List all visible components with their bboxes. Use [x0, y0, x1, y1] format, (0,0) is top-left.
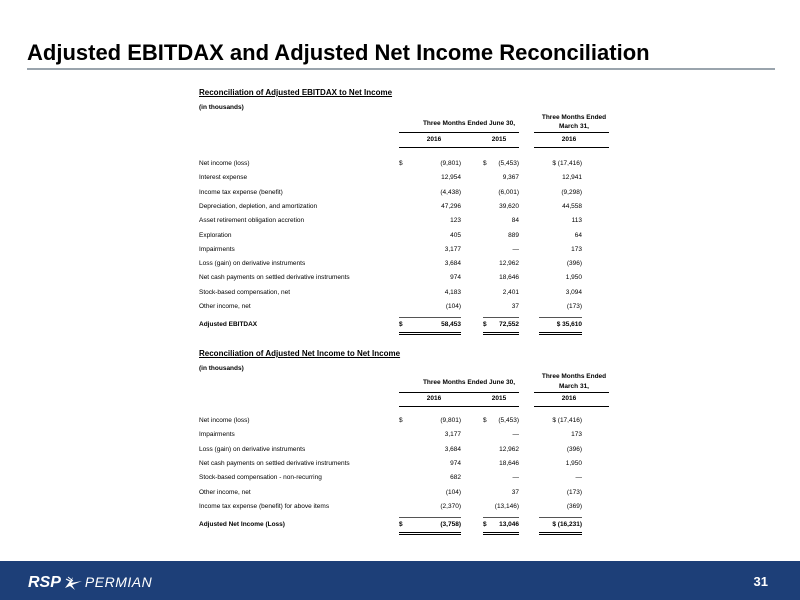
- row-label: Adjusted Net Income (Loss): [199, 521, 285, 529]
- value-q2-2015: 2,401: [502, 288, 519, 296]
- value-q1-2016: (396): [566, 445, 582, 453]
- table-row: [199, 230, 609, 242]
- value-q2-2016: 682: [450, 474, 461, 482]
- table-row: [199, 244, 609, 256]
- value-q2-2015: 12,962: [499, 260, 519, 268]
- subtotal-rule: [539, 517, 582, 518]
- value-q1-2016: 173: [571, 431, 582, 439]
- value-q2-2015: (6,001): [498, 188, 519, 196]
- table-subheading: (in thousands): [199, 365, 244, 372]
- value-q1-2016: 64: [574, 231, 582, 239]
- table-row: [199, 201, 609, 213]
- row-label: Asset retirement obligation accretion: [199, 217, 305, 225]
- subtotal-rule: [399, 317, 461, 318]
- table-heading: Reconciliation of Adjusted EBITDAX to Net Income: [199, 88, 393, 97]
- value-q2-2015: (13,146): [494, 502, 519, 510]
- value-q2-2015: 12,962: [499, 445, 519, 453]
- row-label: Other income, net: [199, 488, 251, 496]
- value-q2-2016: 3,684: [444, 260, 461, 268]
- total-double-rule: [399, 334, 461, 335]
- subtotal-rule: [483, 317, 519, 318]
- value-q2-2015: 889: [508, 231, 519, 239]
- logo-rsp-text: RSP: [28, 574, 61, 591]
- value-q2-2016: 405: [450, 231, 461, 239]
- currency-symbol: $: [483, 321, 487, 329]
- table-subheading: (in thousands): [199, 104, 244, 111]
- row-label: Depreciation, depletion, and amortization: [199, 202, 318, 210]
- currency-symbol: $: [399, 521, 403, 529]
- table-row: [199, 458, 609, 470]
- column-group-header-q1-line1: Three Months Ended: [541, 114, 607, 121]
- ebitdax-reconciliation-table: [199, 88, 609, 338]
- value-q1-2016: 44,558: [562, 202, 582, 210]
- currency-symbol: $: [399, 160, 403, 167]
- value-q2-2016: (3,758): [440, 521, 461, 529]
- total-double-rule: [539, 334, 582, 335]
- table-row: [199, 472, 609, 484]
- column-header-q1-2016: 2016: [561, 136, 577, 143]
- row-label: Other income, net: [199, 303, 251, 310]
- value-q2-2016: 58,453: [441, 321, 461, 329]
- row-label: Impairments: [199, 431, 235, 439]
- row-label: Impairments: [199, 245, 235, 253]
- page-number: 31: [753, 574, 768, 589]
- table-row: [199, 429, 609, 441]
- table-heading: Reconciliation of Adjusted Net Income to Net Income: [199, 349, 401, 358]
- total-double-rule: [539, 532, 582, 533]
- value-q2-2015: 84: [511, 217, 519, 225]
- row-label: Net cash payments on settled derivative instruments: [199, 459, 350, 467]
- total-row: [199, 319, 609, 331]
- header-underline: [399, 132, 519, 133]
- value-q2-2016: (104): [445, 488, 461, 496]
- total-row: [199, 519, 609, 531]
- currency-symbol: $: [483, 417, 487, 424]
- net-income-reconciliation-table: [199, 349, 609, 549]
- header-underline: [534, 392, 609, 393]
- value-q2-2016: 47,296: [441, 202, 461, 210]
- value-q1-2016: (173): [566, 488, 582, 496]
- subtotal-rule: [539, 317, 582, 318]
- value-q1-2016: —: [575, 474, 582, 482]
- table-row: [199, 444, 609, 456]
- row-label: Income tax expense (benefit): [199, 188, 283, 196]
- value-q2-2015: (5,453): [498, 417, 519, 424]
- value-q2-2015: 37: [511, 488, 519, 496]
- value-q1-2016: $ 35,610: [556, 321, 582, 329]
- value-q1-2016: (173): [566, 303, 582, 310]
- value-q2-2015: 39,620: [499, 202, 519, 210]
- currency-symbol: $: [483, 160, 487, 167]
- value-q2-2015: —: [512, 245, 519, 253]
- row-label: Income tax expense (benefit) for above items: [199, 502, 330, 510]
- row-label: Loss (gain) on derivative instruments: [199, 260, 306, 268]
- row-label: Net cash payments on settled derivative instruments: [199, 274, 350, 282]
- column-header-2015: 2015: [491, 395, 507, 402]
- column-header-2016: 2016: [426, 136, 442, 143]
- column-header-2016: 2016: [426, 395, 442, 402]
- value-q2-2015: 37: [511, 303, 519, 310]
- value-q2-2016: 12,954: [441, 174, 461, 182]
- total-double-rule: [399, 534, 461, 535]
- column-group-header-q1-line2: March 31,: [559, 383, 589, 390]
- value-q1-2016: $ (17,416): [552, 417, 582, 424]
- page-title: Adjusted EBITDAX and Adjusted Net Income Reconciliation: [27, 40, 650, 65]
- value-q1-2016: 1,950: [565, 459, 582, 467]
- table-row: [199, 172, 609, 184]
- value-q2-2015: (5,453): [498, 160, 519, 167]
- value-q1-2016: $ (16,231): [552, 521, 582, 529]
- row-label: Exploration: [199, 231, 232, 239]
- table-row: [199, 258, 609, 270]
- total-double-rule: [483, 334, 519, 335]
- value-q2-2015: 9,367: [502, 174, 519, 182]
- value-q1-2016: $ (17,416): [552, 160, 582, 167]
- column-group-header: Three Months Ended June 30,: [422, 120, 516, 127]
- row-label: Stock-based compensation - non-recurring: [199, 474, 322, 482]
- value-q1-2016: 173: [571, 245, 582, 253]
- total-double-rule: [483, 532, 519, 533]
- value-q1-2016: 12,941: [562, 174, 582, 182]
- value-q2-2016: (9,801): [440, 417, 461, 424]
- value-q2-2016: 3,177: [444, 245, 461, 253]
- row-label: Loss (gain) on derivative instruments: [199, 445, 306, 453]
- value-q2-2016: 3,177: [444, 431, 461, 439]
- total-double-rule: [483, 534, 519, 535]
- value-q2-2016: (4,438): [440, 188, 461, 196]
- value-q1-2016: (369): [566, 502, 582, 510]
- table-row: [199, 501, 609, 513]
- table-row: [199, 187, 609, 199]
- total-double-rule: [399, 532, 461, 533]
- column-group-header-q1-line1: Three Months Ended: [541, 373, 607, 380]
- value-q2-2015: 72,552: [499, 321, 519, 329]
- subtotal-rule: [483, 517, 519, 518]
- total-double-rule: [399, 332, 461, 333]
- table-row: [199, 215, 609, 227]
- column-group-header: Three Months Ended June 30,: [422, 379, 516, 386]
- value-q2-2015: 18,646: [499, 274, 519, 282]
- value-q2-2015: 18,646: [499, 459, 519, 467]
- header-underline: [534, 147, 609, 148]
- row-label: Net income (loss): [199, 417, 250, 424]
- header-underline: [534, 406, 609, 407]
- value-q1-2016: (9,298): [561, 188, 582, 196]
- currency-symbol: $: [399, 321, 403, 329]
- value-q2-2016: (104): [445, 303, 461, 310]
- title-divider: [27, 68, 775, 70]
- table-row: [199, 301, 609, 313]
- value-q1-2016: 3,094: [565, 288, 582, 296]
- value-q2-2016: 123: [450, 217, 461, 225]
- table-row: [199, 158, 609, 170]
- row-label: Stock-based compensation, net: [199, 288, 291, 296]
- header-underline: [534, 132, 609, 133]
- value-q2-2016: 974: [450, 274, 461, 282]
- total-double-rule: [539, 332, 582, 333]
- header-underline: [399, 406, 519, 407]
- value-q2-2016: 3,684: [444, 445, 461, 453]
- table-row: [199, 272, 609, 284]
- logo-star-icon: [62, 575, 84, 591]
- value-q1-2016: (396): [566, 260, 582, 268]
- value-q2-2016: (9,801): [440, 160, 461, 167]
- company-logo: [28, 571, 152, 593]
- currency-symbol: $: [399, 417, 403, 424]
- header-underline: [399, 392, 519, 393]
- column-header-q1-2016: 2016: [561, 395, 577, 402]
- table-row: [199, 415, 609, 427]
- column-group-header-q1-line2: March 31,: [559, 123, 589, 130]
- total-double-rule: [539, 534, 582, 535]
- header-underline: [399, 147, 519, 148]
- value-q2-2016: (2,370): [440, 502, 461, 510]
- value-q2-2016: 974: [450, 459, 461, 467]
- value-q2-2015: —: [512, 474, 519, 482]
- currency-symbol: $: [483, 521, 487, 529]
- table-row: [199, 287, 609, 299]
- column-header-2015: 2015: [491, 136, 507, 143]
- table-row: [199, 487, 609, 499]
- total-double-rule: [483, 332, 519, 333]
- logo-permian-text: PERMIAN: [84, 574, 153, 590]
- row-label: Adjusted EBITDAX: [199, 321, 258, 329]
- row-label: Interest expense: [199, 174, 248, 182]
- value-q1-2016: 1,950: [565, 274, 582, 282]
- row-label: Net income (loss): [199, 160, 250, 167]
- value-q2-2015: 13,046: [499, 521, 519, 529]
- value-q2-2016: 4,183: [444, 288, 461, 296]
- value-q2-2015: —: [512, 431, 519, 439]
- value-q1-2016: 113: [571, 217, 582, 225]
- subtotal-rule: [399, 517, 461, 518]
